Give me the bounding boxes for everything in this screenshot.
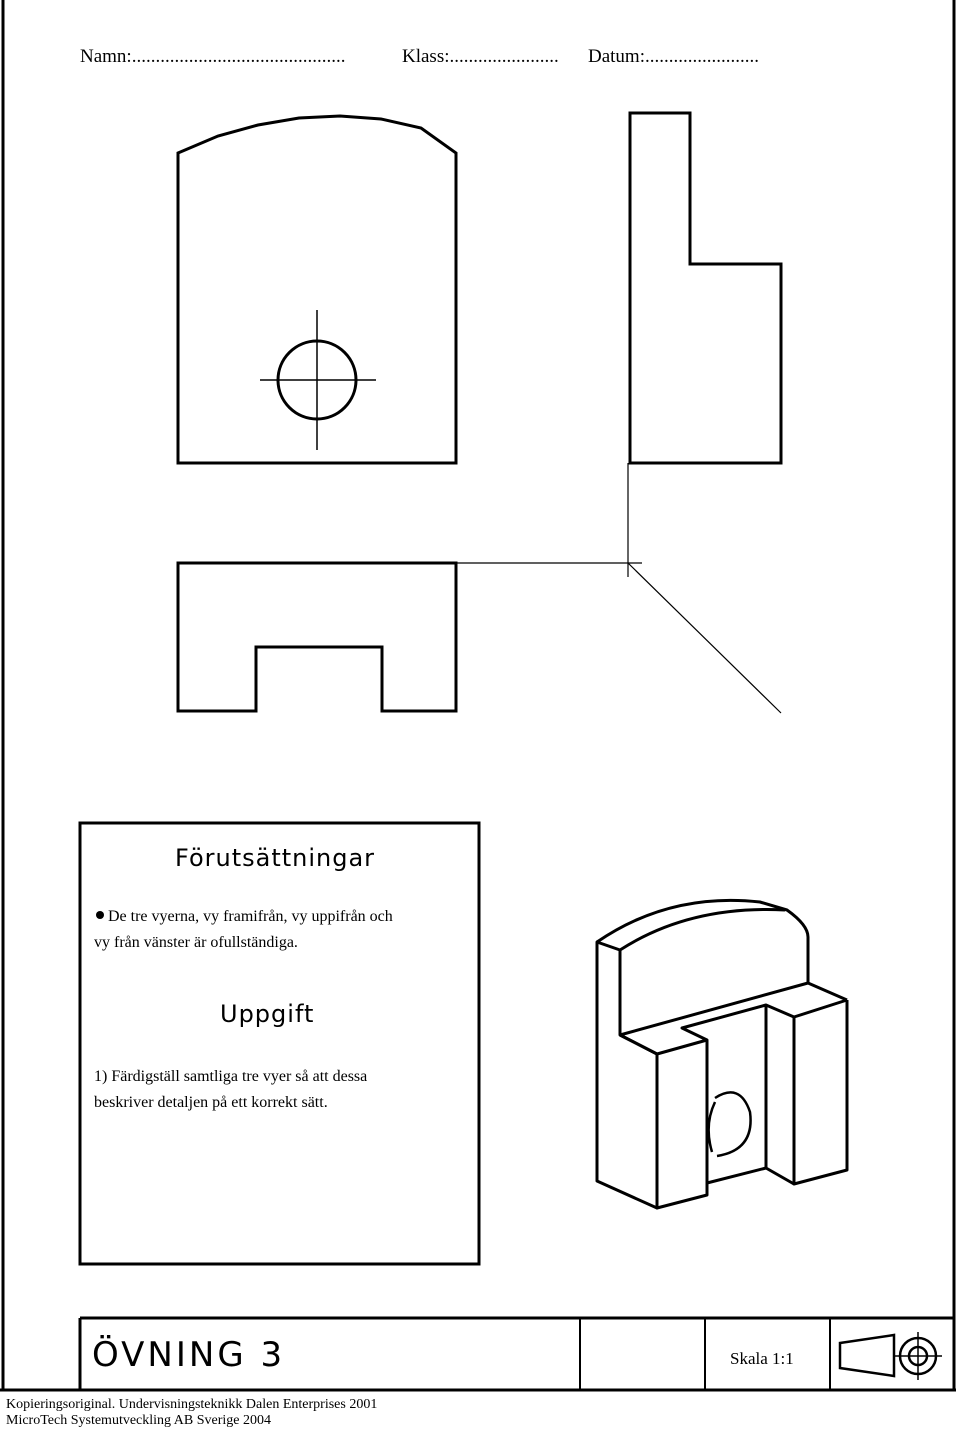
- projection-symbol-icon: [840, 1332, 942, 1380]
- bullet-icon: [96, 911, 104, 919]
- date-field[interactable]: Datum:........................: [588, 46, 759, 67]
- assumptions-line-1: De tre vyerna, vy framifrån, vy uppifrån och: [108, 908, 393, 925]
- task-line-2: beskriver detaljen på ett korrekt sätt.: [94, 1094, 328, 1111]
- top-view: [178, 563, 456, 711]
- front-view: [178, 116, 456, 463]
- hole-circle: [260, 310, 376, 450]
- task-line-1: 1) Färdigställ samtliga tre vyer så att dessa: [94, 1068, 368, 1085]
- task-heading: Uppgift: [220, 1000, 315, 1028]
- isometric-view: [597, 900, 847, 1208]
- copy-note: Kopieringsoriginal. Undervisningsteknikk Dalen Enterprises 2001: [6, 1397, 378, 1412]
- instructions-box: [80, 823, 479, 1264]
- name-field[interactable]: Namn:.............................................: [80, 46, 346, 67]
- scale-label: Skala 1:1: [730, 1349, 794, 1368]
- side-view: [630, 113, 781, 463]
- construction-lines: [456, 463, 781, 713]
- exercise-title: ÖVNING 3: [92, 1335, 286, 1375]
- publisher-note: MicroTech Systemutveckling AB Sverige 2004: [6, 1413, 271, 1428]
- class-field[interactable]: Klass:.......................: [402, 46, 559, 67]
- assumptions-line-2: vy från vänster är ofullständiga.: [94, 934, 298, 951]
- title-block: [80, 1318, 954, 1390]
- assumptions-heading: Förutsättningar: [175, 844, 376, 872]
